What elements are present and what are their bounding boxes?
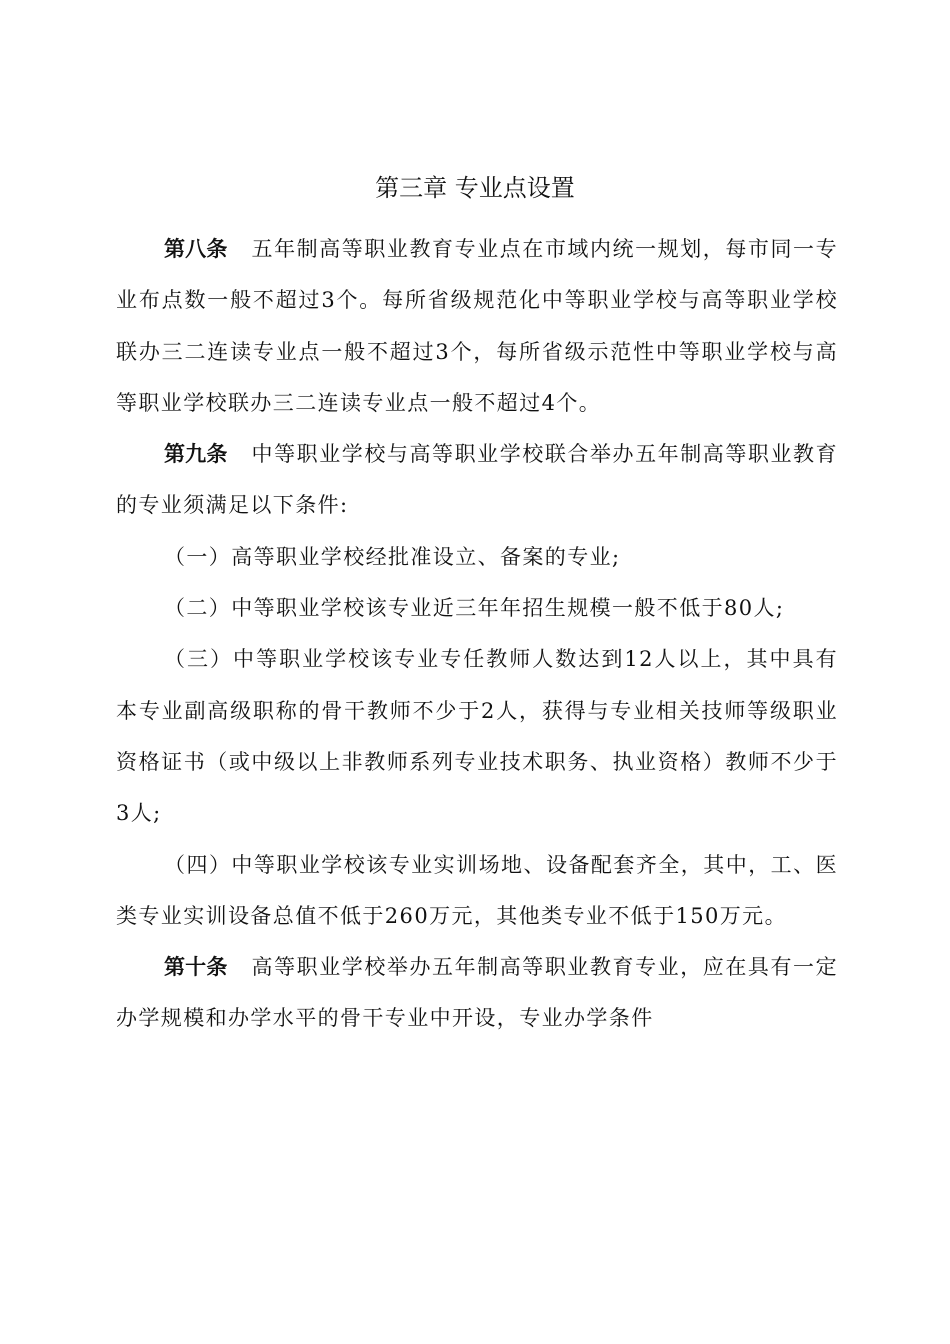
article-9-text: 中等职业学校与高等职业学校联合举办五年制高等职业教育的专业须满足以下条件: [116, 442, 838, 518]
article-9-item-2: （二）中等职业学校该专业近三年年招生规模一般不低于80人; [164, 596, 785, 621]
article-8 [116, 224, 838, 429]
article-8-text: 五年制高等职业教育专业点在市域内统一规划，每市同一专业布点数一般不超过3个。每所省级规范化中等职业学校与高等职业学校联办三二连读专业点一般不超过3个，每所省级示范性中等职业学校与高等职业学校联办三二连读专业点一般不超过4个。 [116, 237, 838, 415]
article-10-label: 第十条 [164, 955, 228, 980]
article-10 [116, 942, 838, 1045]
document-body [116, 224, 838, 1045]
article-9-item-4: （四）中等职业学校该专业实训场地、设备配套齐全，其中，工、医类专业实训设备总值不低于260万元，其他类专业不低于150万元。 [116, 852, 838, 928]
article-9 [116, 429, 838, 532]
chapter-title: 第三章 专业点设置 [375, 174, 575, 202]
article-10-text: 高等职业学校举办五年制高等职业教育专业，应在具有一定办学规模和办学水平的骨干专业中开设，专业办学条件 [116, 955, 838, 1031]
article-8-label: 第八条 [164, 237, 228, 261]
article-9-label: 第九条 [164, 442, 228, 467]
article-9-item-3: （三）中等职业学校该专业专任教师人数达到12人以上，其中具有本专业副高级职称的骨干教师不少于2人，获得与专业相关技师等级职业资格证书（或中级以上非教师系列专业技术职务、执业资格）教师不少于3人; [116, 647, 838, 826]
article-9-item-1: （一）高等职业学校经批准设立、备案的专业; [164, 544, 621, 569]
